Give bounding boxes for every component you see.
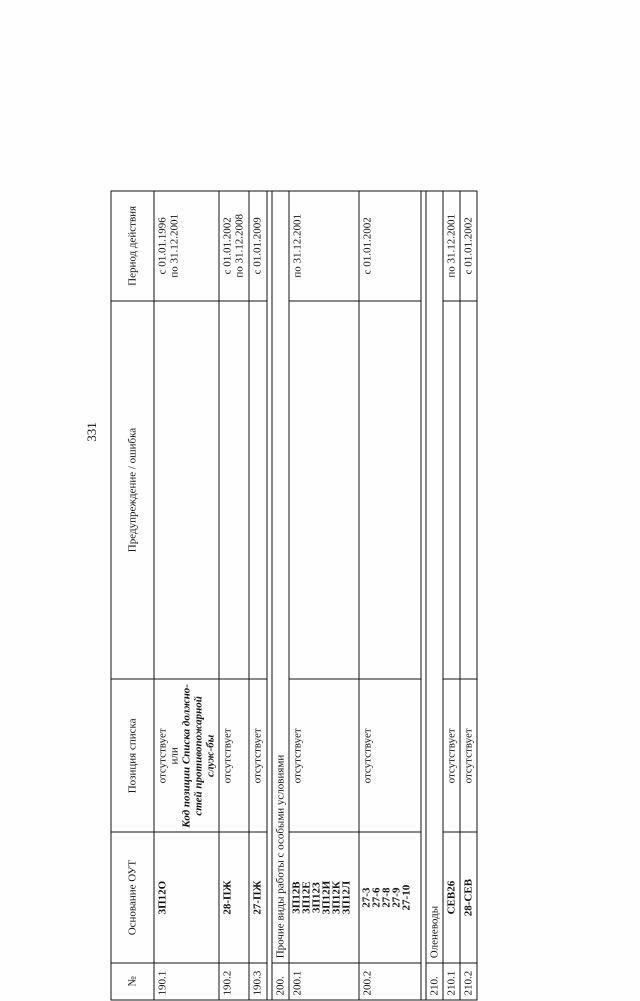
header-warning: Предупреждение / ошибка [111,301,154,680]
row-period: с 01.01.2002 [460,191,477,301]
row-position: отсутствует [249,679,267,832]
base-code: 27-10 [400,884,413,911]
position-line: или [168,747,181,765]
row-warning [219,301,249,680]
base-code: 3П12З [310,882,323,914]
base-code: 27-9 [390,887,403,908]
row-warning [289,301,359,680]
row-warning [154,301,219,680]
row-position: отсутствует [359,679,421,832]
section-title: Оленеводы [426,191,443,963]
row-num: 200.1 [289,963,359,1000]
row-base: 28-СЕВ [460,832,477,962]
header-period: Период действия [111,191,154,301]
period-line: по 31.12.2001 [168,214,181,278]
table-row [443,191,460,1000]
table-row [289,191,359,1000]
page-number: 331 [84,422,99,442]
row-num: 200. [272,963,289,1000]
row-num: 190.3 [249,963,267,1000]
document-table [111,191,478,1001]
period-line: с 01.01.1996 [156,217,169,275]
row-position [154,679,219,832]
row-position: отсутствует [460,679,477,832]
row-period: по 31.12.2001 [289,191,359,301]
row-period [219,191,249,301]
row-base: СЕВ26 [443,832,460,962]
header-num: № [111,963,154,1000]
section-row [272,191,289,1000]
section-title: Прочие виды работы с особыми условиями [272,191,289,963]
row-num: 190.2 [219,963,249,1000]
base-code: 3П12Е [300,881,313,914]
table-row [359,191,421,1000]
period-line: с 01.01.2002 [221,217,234,275]
row-position: отсутствует [443,679,460,832]
row-warning [359,301,421,680]
position-line: Код позиции Списка должно-стей противопожарной служ-бы [180,684,217,828]
row-period: с 01.01.2009 [249,191,267,301]
table-row [249,191,267,1000]
row-period: с 01.01.2002 [359,191,421,301]
base-code: 3П12Л [340,880,353,915]
rotated-table-container [111,191,475,1001]
row-num: 210.1 [443,963,460,1000]
base-code: 3П12К [330,881,343,915]
position-line: отсутствует [156,728,169,784]
table-row [219,191,249,1000]
row-base [289,832,359,962]
row-warning [443,301,460,680]
row-base: 27-ПЖ [249,832,267,962]
table-header-row [111,191,154,1000]
section-row [426,191,443,1000]
header-base: Основание ОУТ [111,832,154,962]
row-base: 3П12О [154,832,219,962]
period-line: по 31.12.2008 [233,214,246,278]
row-num: 210.2 [460,963,477,1000]
base-code: 27-6 [370,887,383,908]
row-num: 200.2 [359,963,421,1000]
base-code: 3П12В [290,881,303,914]
base-code: 27-3 [360,887,373,908]
table-row [460,191,477,1000]
row-position: отсутствует [219,679,249,832]
row-base: 28-ПЖ [219,832,249,962]
row-num: 210. [426,963,443,1000]
row-position: отсутствует [289,679,359,832]
row-period [154,191,219,301]
row-base [359,832,421,962]
row-warning [249,301,267,680]
base-code: 3П12И [320,880,333,915]
header-position: Позиция списка [111,679,154,832]
row-period: по 31.12.2001 [443,191,460,301]
table-row [154,191,219,1000]
base-code: 27-8 [380,887,393,908]
row-warning [460,301,477,680]
row-num: 190.1 [154,963,219,1000]
